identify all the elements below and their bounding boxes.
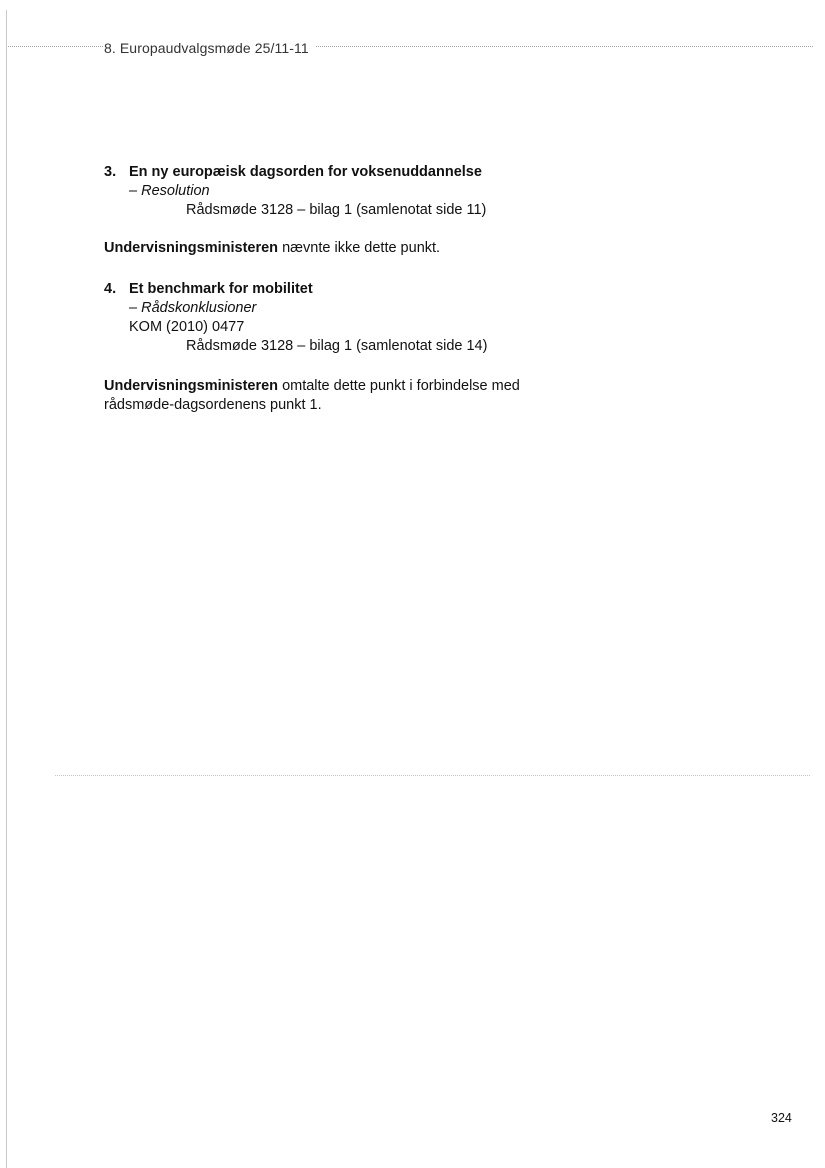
paragraph-text: nævnte ikke dette punkt.: [278, 240, 441, 256]
agenda-item-4-document: KOM (2010) 0477: [129, 319, 245, 335]
agenda-item-3-title: En ny europæisk dagsorden for voksenuddannelse: [129, 164, 482, 180]
agenda-item-3-number: 3.: [104, 164, 117, 180]
scan-divider: [55, 775, 810, 776]
minutes-paragraph-2: [104, 377, 584, 415]
agenda-item-4-number: 4.: [104, 281, 117, 297]
speaker-name: Undervisningsministeren: [104, 240, 279, 256]
agenda-item-4-type: – Rådskonklusioner: [129, 300, 257, 316]
page-left-edge: [6, 10, 7, 1168]
agenda-item-4-reference: Rådsmøde 3128 – bilag 1 (samlenotat side 14): [186, 338, 488, 354]
running-header: 8. Europaudvalgsmøde 25/11-11: [104, 40, 315, 56]
agenda-item-3-heading: [104, 163, 624, 182]
minutes-paragraph-1: [104, 239, 624, 258]
agenda-item-3-type: – Resolution: [129, 183, 210, 199]
page-number: 324: [771, 1111, 792, 1125]
agenda-item-4-heading: [104, 280, 624, 299]
speaker-name: Undervisningsministeren: [104, 378, 279, 394]
agenda-item-4: [104, 280, 624, 356]
agenda-item-3: [104, 163, 624, 220]
agenda-item-3-reference: Rådsmøde 3128 – bilag 1 (samlenotat side 11): [186, 202, 487, 218]
paragraph-text: omtalte dette punkt i forbindelse med rådsmøde-dagsordenens punkt 1.: [104, 378, 520, 413]
agenda-item-4-title: Et benchmark for mobilitet: [129, 281, 313, 297]
